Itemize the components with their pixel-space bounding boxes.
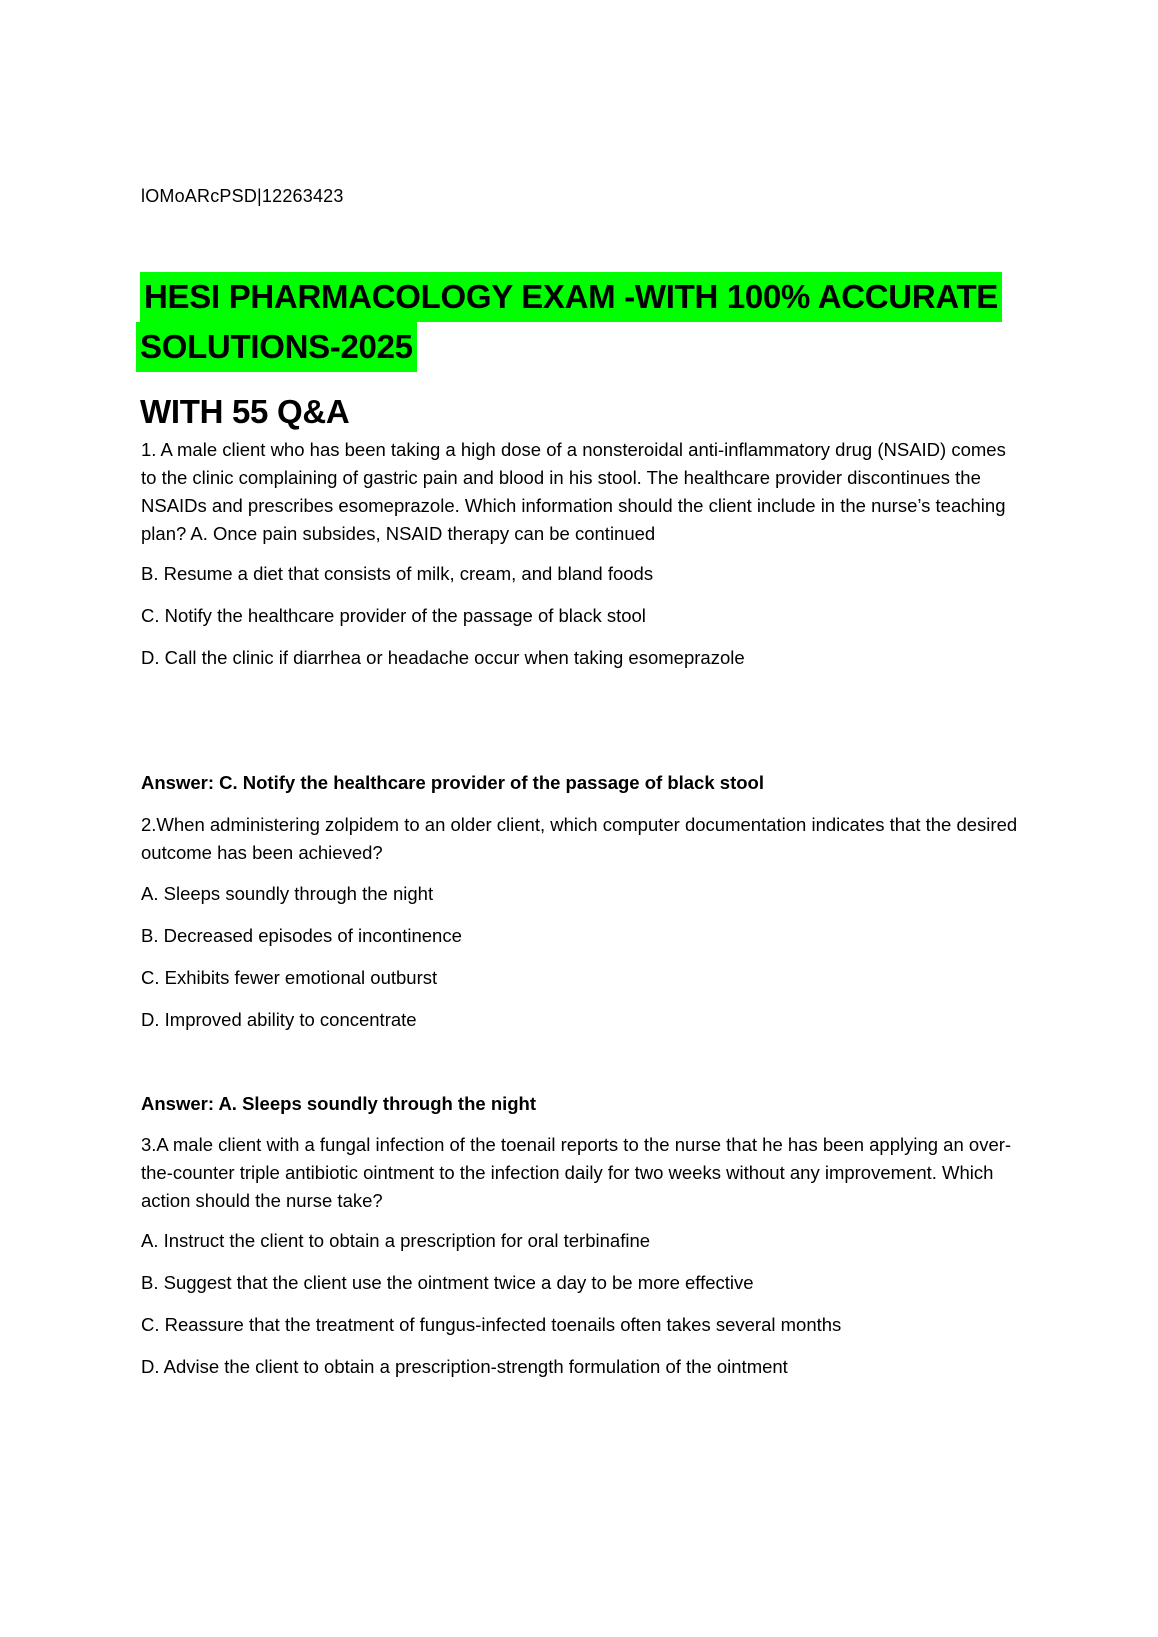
page-title xyxy=(140,272,1040,372)
question-1-text: 1. A male client who has been taking a high dose of a nonsteroidal anti-inflammatory drug (NSAID) comes to the clinic complaining of gastric pain and blood in his stool. The healthcare provider discontinues the NSAIDs and prescribes esomeprazole. Which information should the client include in the nurse’s teaching plan? A. Once pain subsides, NSAID therapy can be continued xyxy=(141,439,1006,544)
question-2-option-a: A. Sleeps soundly through the night xyxy=(141,883,434,904)
question-1-answer: Answer: C. Notify the healthcare provider of the passage of black stool xyxy=(141,772,764,793)
question-2-option-c: C. Exhibits fewer emotional outburst xyxy=(141,967,438,988)
page-subtitle: WITH 55 Q&A xyxy=(140,393,350,430)
question-3-option-c: C. Reassure that the treatment of fungus-infected toenails often takes several months xyxy=(141,1314,842,1335)
question-3-option-d: D. Advise the client to obtain a prescription-strength formulation of the ointment xyxy=(141,1356,788,1377)
question-3-option-a: A. Instruct the client to obtain a prescription for oral terbinafine xyxy=(141,1230,651,1251)
question-1-option-c: C. Notify the healthcare provider of the passage of black stool xyxy=(141,605,646,626)
document-id: lOMoARcPSD|12263423 xyxy=(141,186,344,206)
question-1-option-d: D. Call the clinic if diarrhea or headache occur when taking esomeprazole xyxy=(141,647,745,668)
question-2-option-d: D. Improved ability to concentrate xyxy=(141,1009,417,1030)
question-2-text: 2.When administering zolpidem to an older client, which computer documentation indicates that the desired outcome has been achieved? xyxy=(141,814,1018,863)
question-2-answer: Answer: A. Sleeps soundly through the night xyxy=(141,1093,537,1114)
question-3-text: 3.A male client with a fungal infection of the toenail reports to the nurse that he has been applying an over-the-counter triple antibiotic ointment to the infection daily for two weeks without any improvement. Which action should the nurse take? xyxy=(141,1134,1012,1211)
title-line-1: HESI PHARMACOLOGY EXAM -WITH 100% ACCURATE xyxy=(140,272,1002,322)
question-3-option-b: B. Suggest that the client use the ointment twice a day to be more effective xyxy=(141,1272,754,1293)
question-1-option-b: B. Resume a diet that consists of milk, cream, and bland foods xyxy=(141,563,654,584)
question-2-option-b: B. Decreased episodes of incontinence xyxy=(141,925,462,946)
title-line-2: SOLUTIONS-2025 xyxy=(136,322,417,372)
